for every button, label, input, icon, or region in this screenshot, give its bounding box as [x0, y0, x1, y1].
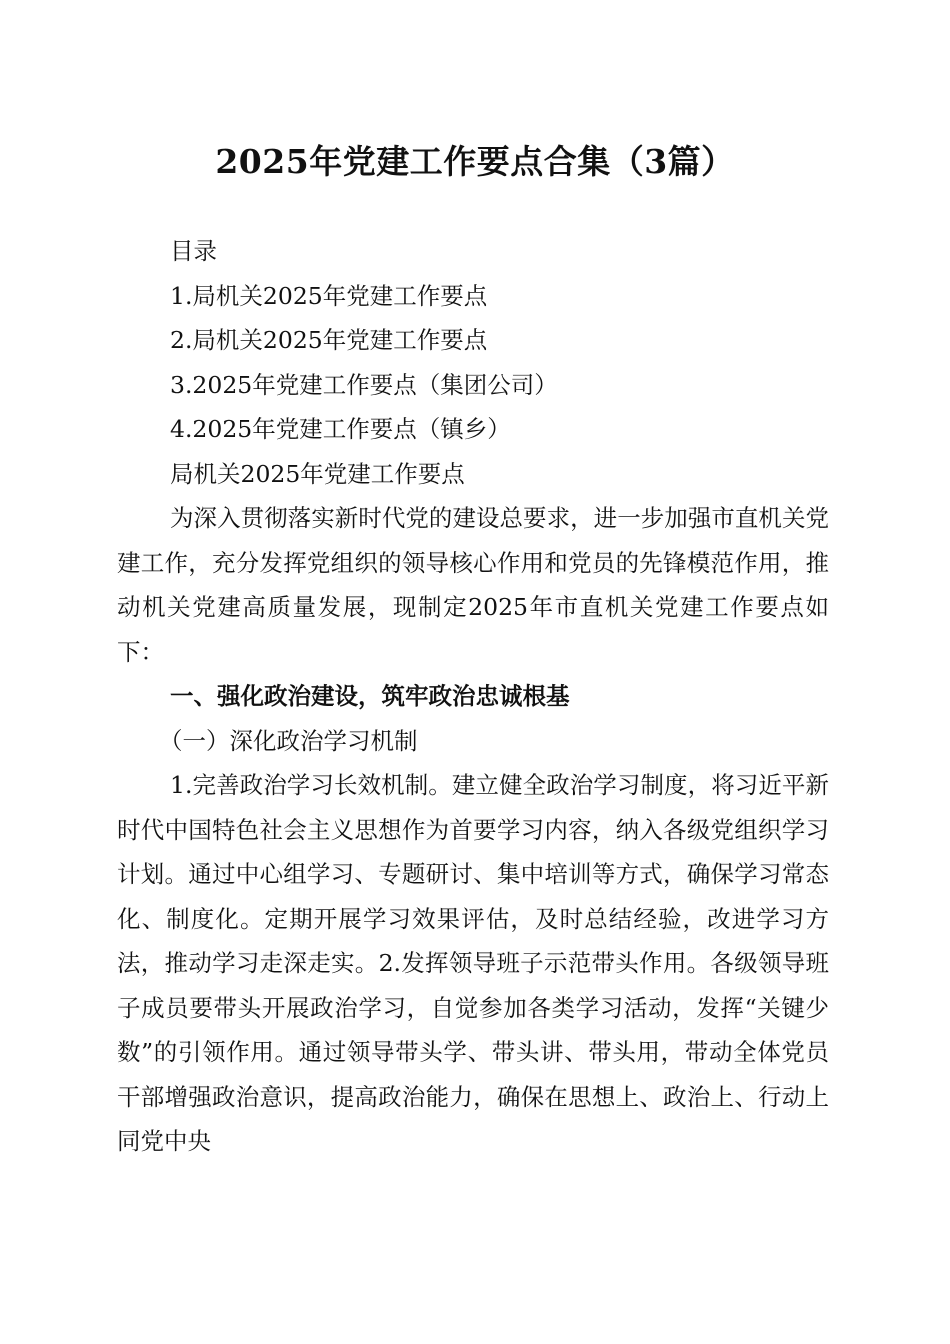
toc-item: 4.2025年党建工作要点（镇乡） [170, 415, 511, 443]
article-title: 局机关2025年党建工作要点 [170, 459, 465, 488]
toc-item: 3.2025年党建工作要点（集团公司） [170, 370, 558, 399]
section-heading: 一、强化政治建设，筑牢政治忠诚根基 [170, 682, 570, 710]
toc-heading: 目录 [170, 237, 217, 265]
body-paragraph: 1.完善政治学习长效机制。建立健全政治学习制度，将习近平新时代中国特色社会主义思想作为首要学习内容，纳入各级党组织学习计划。通过中心组学习、专题研讨、集中培训等方式，确保学习常态化、制度化。定期开展学习效果评估，及时总结经验，改进学习方法，推动学习走深走实。2.发挥领导班子示范带头作用。各级领导班子成员要带头开展政治学习，自觉参加各类学习活动，发挥“关键少数”的引领作用。通过领导带头学、带头讲、带头用，带动全体党员干部增强政治意识，提高政治能力，确保在思想上、政治上、行动上同党中央 [117, 771, 829, 1155]
document-body [117, 229, 829, 1164]
document-title: 2025年党建工作要点合集（3篇） [215, 142, 735, 181]
subsection-heading: （一）深化政治学习机制 [159, 726, 418, 755]
toc-item: 2.局机关2025年党建工作要点 [170, 326, 488, 354]
intro-paragraph: 为深入贯彻落实新时代党的建设总要求，进一步加强市直机关党建工作，充分发挥党组织的领导核心作用和党员的先锋模范作用，推动机关党建高质量发展，现制定2025年市直机关党建工作要点如下： [117, 504, 829, 666]
toc-item: 1.局机关2025年党建工作要点 [170, 281, 488, 310]
